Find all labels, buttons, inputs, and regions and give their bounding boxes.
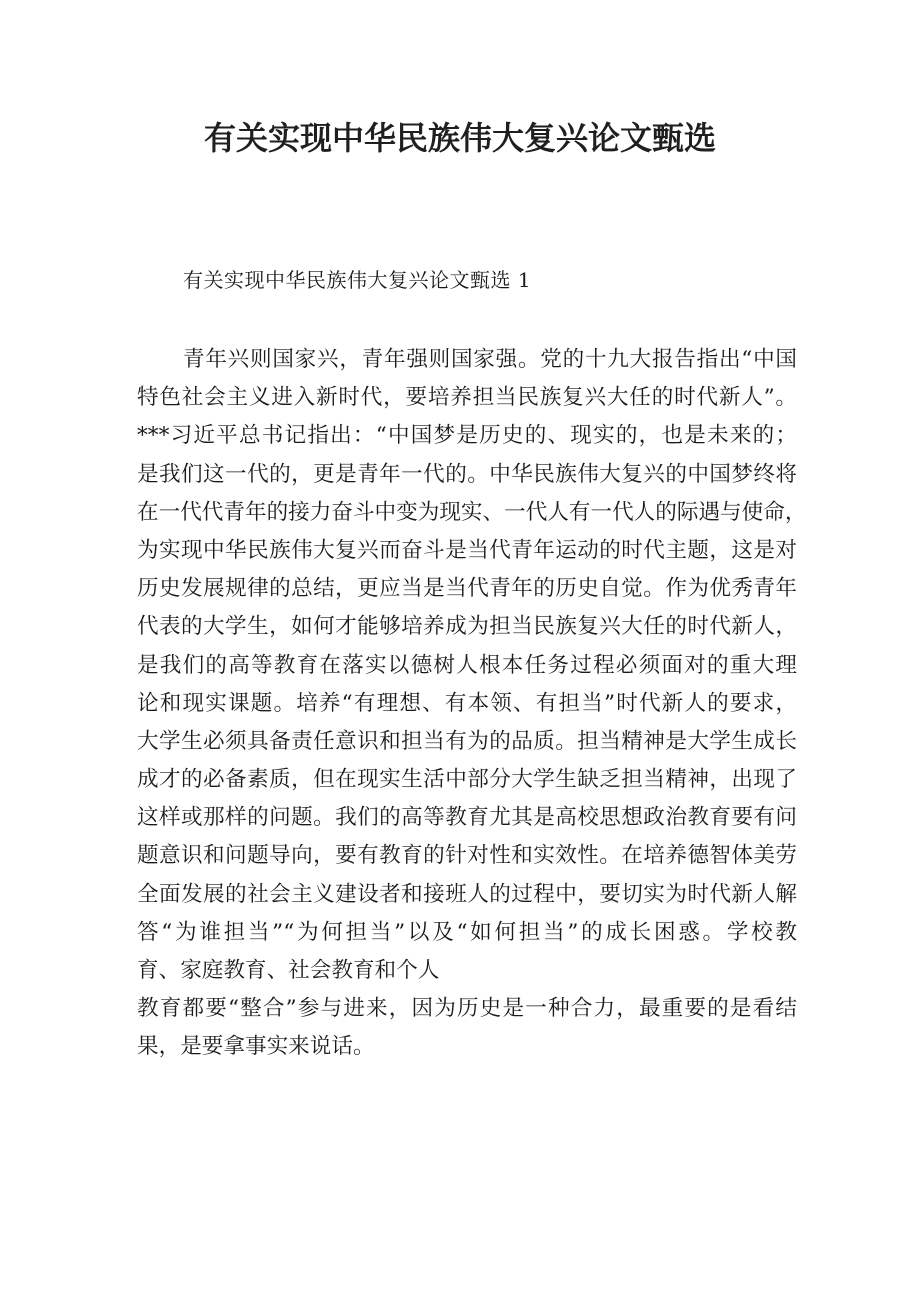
paragraph-line: 是我们的高等教育在落实以德树人根本任务过程必须面对的重大理: [137, 652, 797, 678]
paragraph-line: 论和现实课题。培养“有理想、有本领、有担当”时代新人的要求，: [137, 690, 797, 716]
paragraph-line: 答“为谁担当”“为何担当”以及“如何担当”的成长困惑。学校教: [137, 919, 797, 945]
paragraph-line: 为实现中华民族伟大复兴而奋斗是当代青年运动的时代主题，这是对: [137, 537, 797, 563]
section-heading: 有关实现中华民族伟大复兴论文甄选 1: [183, 268, 532, 292]
paragraph-line: 这样或那样的问题。我们的高等教育尤其是高校思想政治教育要有问: [137, 805, 797, 831]
paragraph-line: 特色社会主义进入新时代，要培养担当民族复兴大任的时代新人”。: [137, 385, 797, 411]
paragraph-line: 大学生必须具备责任意识和担当有为的品质。担当精神是大学生成长: [137, 728, 797, 754]
paragraph-line: 育、家庭教育、社会教育和个人: [137, 958, 440, 983]
paragraph-line: 题意识和问题导向，要有教育的针对性和实效性。在培养德智体美劳: [137, 843, 797, 869]
paragraph-line: 全面发展的社会主义建设者和接班人的过程中，要切实为时代新人解: [137, 881, 797, 907]
paragraph-line: 历史发展规律的总结，更应当是当代青年的历史自觉。作为优秀青年: [137, 576, 797, 602]
paragraph-line: 在一代代青年的接力奋斗中变为现实、一代人有一代人的际遇与使命，: [137, 499, 807, 525]
paragraph-line: 果，是要拿事实来说话。: [137, 1034, 375, 1060]
paragraph-line: 成才的必备素质，但在现实生活中部分大学生缺乏担当精神，出现了: [137, 767, 797, 793]
paragraph-line: 代表的大学生，如何才能够培养成为担当民族复兴大任的时代新人，: [137, 614, 797, 640]
document-body: [137, 341, 807, 1067]
paragraph-line: 青年兴则国家兴，青年强则国家强。党的十九大报告指出“中国: [183, 347, 797, 372]
paragraph-line: 是我们这一代的，更是青年一代的。中华民族伟大复兴的中国梦终将: [137, 461, 797, 487]
paragraph-line: ***习近平总书记指出：“中国梦是历史的、现实的，也是未来的；: [137, 423, 797, 449]
document-title: 有关实现中华民族伟大复兴论文甄选: [203, 119, 716, 157]
paragraph-line: 教育都要“整合”参与进来，因为历史是一种合力，最重要的是看结: [137, 996, 797, 1022]
